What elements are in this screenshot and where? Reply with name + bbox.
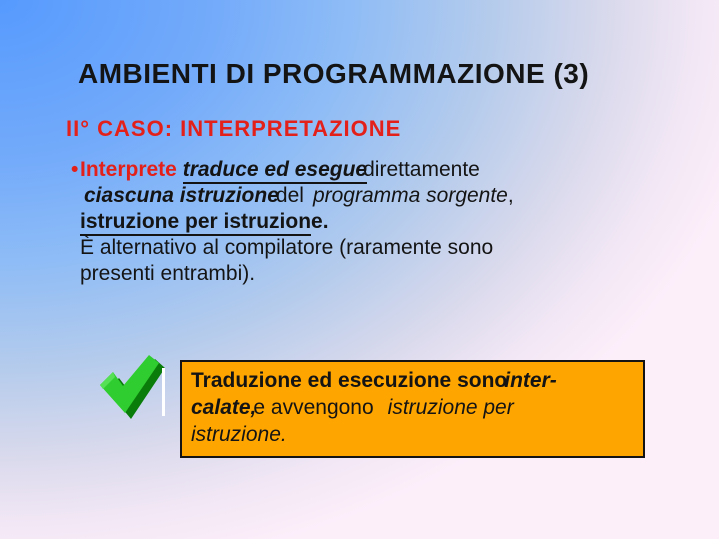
bullet-line2-plain: del [275,184,304,207]
bullet-line5-text: presenti entrambi). [80,262,256,285]
check-icon [92,355,172,423]
slide-title: AMBIENTI DI PROGRAMMAZIONE (3) [78,58,590,89]
bullet-line1-rest: direttamente [363,158,480,181]
bullet-line2-emphasis: ciascuna istruzione [84,184,279,207]
callout-line1-bold: Traduzione ed esecuzione sono [191,369,508,392]
bullet-paragraph [71,157,514,287]
bullet-line3-underlined: istruzione per istruzion [80,210,311,236]
bullet-icon: • [71,158,79,181]
callout-line2-italic: istruzione per [387,396,514,419]
callout-line-2 [191,394,643,421]
bullet-line-5 [80,261,514,287]
callout-line-1 [191,367,643,394]
bullet-term: Interprete [80,158,183,181]
bullet-emphasis-underlined: traduce ed esegue [183,158,367,184]
callout-line-3 [191,421,643,448]
vertical-line-decoration [162,368,165,416]
bullet-line2-comma: , [507,184,514,207]
bullet-line-2 [80,183,514,209]
callout-line1-bold-italic: inter- [504,369,557,392]
callout-line2-plain: e avvengono [253,396,374,419]
case-heading: II° CASO: INTERPRETAZIONE [66,116,402,141]
bullet-line-4 [80,235,514,261]
bullet-line-3 [80,209,514,235]
callout-box [180,360,645,458]
callout-line3-italic: istruzione. [191,423,287,446]
callout-line2-bold-italic: calate, [191,396,257,419]
bullet-line3-tail: e. [311,210,329,233]
bullet-line-1 [71,157,514,183]
bullet-line4-text: È alternativo al compilatore (raramente sono [80,236,494,259]
bullet-line2-italic: programma sorgente [312,184,508,207]
